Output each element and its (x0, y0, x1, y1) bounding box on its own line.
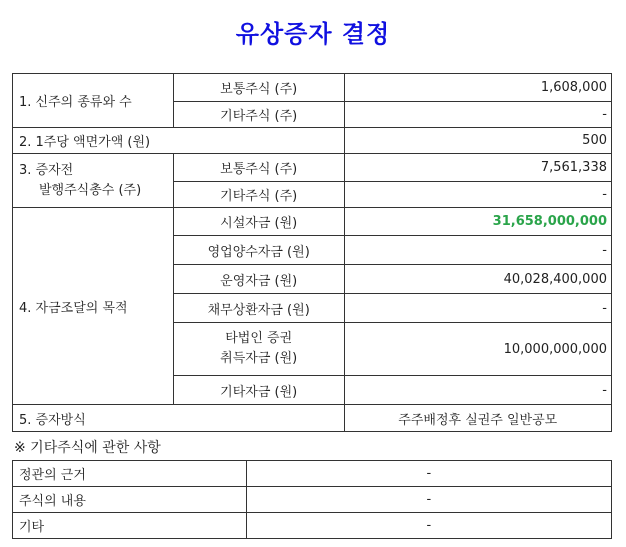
other-stock-label: 기타주식 (주) (173, 182, 344, 208)
table-row (13, 405, 612, 432)
table-row (13, 487, 612, 513)
articles-basis-value: - (246, 461, 611, 487)
other-stock-label: 기타주식 (주) (173, 102, 344, 128)
table-row (13, 513, 612, 539)
label-line: 타법인 증권 (225, 331, 293, 346)
stock-content-value: - (246, 487, 611, 513)
row-label-new-shares: 1. 신주의 종류와 수 (13, 74, 174, 128)
other-funds-label: 기타자금 (원) (173, 376, 344, 405)
common-stock-label: 보통주식 (주) (173, 74, 344, 102)
row-label-par-value: 2. 1주당 액면가액 (원) (13, 128, 345, 154)
other-stock-note: ※ 기타주식에 관한 사항 (14, 440, 161, 456)
label-line: 취득자금 (원) (220, 351, 298, 366)
row-label-shares-before (13, 154, 174, 208)
securities-acquisition-funds-value: 10,000,000,000 (344, 323, 611, 376)
debt-repayment-funds-label: 채무상환자금 (원) (173, 294, 344, 323)
etc-value: - (246, 513, 611, 539)
other-stock-table (12, 460, 612, 539)
etc-label: 기타 (13, 513, 247, 539)
new-common-shares-value: 1,608,000 (344, 74, 611, 102)
facility-funds-value: 31,658,000,000 (344, 208, 611, 236)
table-row (13, 461, 612, 487)
row-label-fund-purpose: 4. 자금조달의 목적 (13, 208, 174, 405)
operating-funds-value: 40,028,400,000 (344, 265, 611, 294)
table-row (13, 74, 612, 102)
stock-content-label: 주식의 내용 (13, 487, 247, 513)
row-label-line: 3. 증자전 (19, 162, 74, 178)
new-other-shares-value: - (344, 102, 611, 128)
articles-basis-label: 정관의 근거 (13, 461, 247, 487)
business-transfer-funds-label: 영업양수자금 (원) (173, 236, 344, 265)
offering-method-value: 주주배정후 실권주 일반공모 (344, 405, 611, 432)
table-row (13, 154, 612, 182)
facility-funds-label: 시설자금 (원) (173, 208, 344, 236)
page-title: 유상증자 결정 (235, 19, 391, 48)
securities-acquisition-funds-label (173, 323, 344, 376)
common-stock-label: 보통주식 (주) (173, 154, 344, 182)
row-label-offering-method: 5. 증자방식 (13, 405, 345, 432)
business-transfer-funds-value: - (344, 236, 611, 265)
prior-other-shares-value: - (344, 182, 611, 208)
table-row (13, 128, 612, 154)
par-value: 500 (344, 128, 611, 154)
debt-repayment-funds-value: - (344, 294, 611, 323)
other-funds-value: - (344, 376, 611, 405)
prior-common-shares-value: 7,561,338 (344, 154, 611, 182)
rights-offering-table (12, 73, 612, 432)
row-label-line: 발행주식총수 (주) (39, 182, 142, 198)
operating-funds-label: 운영자금 (원) (173, 265, 344, 294)
table-row (13, 208, 612, 236)
